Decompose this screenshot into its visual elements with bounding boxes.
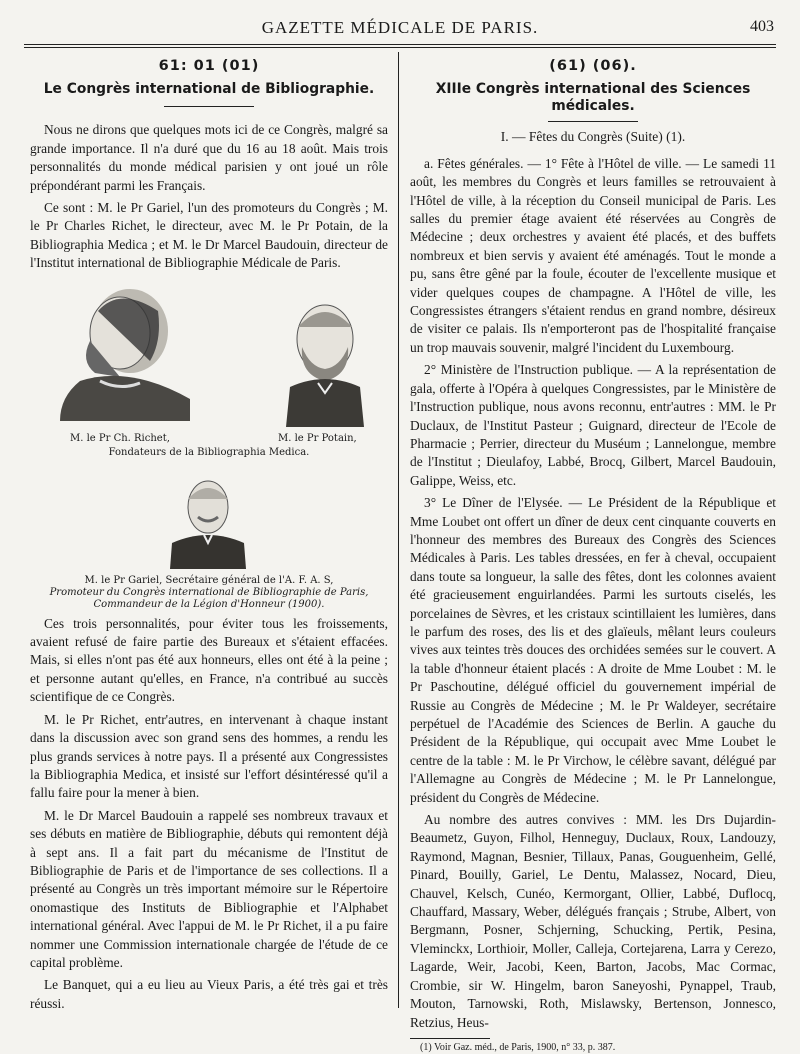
page-number: 403 — [750, 18, 774, 35]
caption-potain: M. le Pr Potain, — [278, 432, 357, 444]
page-header — [24, 16, 776, 46]
paragraph: a. Fêtes générales. — 1° Fête à l'Hôtel de ville. — Le samedi 11 août, les membres du Congrès et leurs familles se retrouvaient à l'Hôtel de ville, à la réception du Conseil municipal de Paris. Les salles du premier étage avaient été réservées au Congrès de Médecine ; deux orchestres y avaient été placés, et des buffets nombreux et bien servis y avaient été aménagés. Tout le monde a pu, sans être gêné par la foule, écouter de l'excellente musique et vider quelques coupes de champagne. A l'Hôtel de ville, les Congressistes étrangers s'étaient rendus en grand nombre, désireux de visiter ce palais. Ils n'emporteront pas de l'hospitalité française un trop mauvais souvenir, malgré l'incident du Luxembourg. — [410, 155, 776, 355]
caption-gariel-3: Commandeur de la Légion d'Honneur (1900). — [93, 598, 325, 610]
right-column — [410, 55, 776, 1054]
portraits-figure — [30, 277, 388, 610]
header-rule-double — [24, 47, 776, 48]
article-code: (61) (06). — [549, 58, 637, 74]
column-divider — [398, 52, 399, 1008]
portrait-gariel — [168, 473, 248, 569]
title-rule — [164, 106, 254, 107]
paragraph: Ces trois personnalités, pour éviter tous les froissements, avaient refusé de faire partie des Bureaux et s'étaient effacées. Mais, si elles n'ont pas été aux honneurs, elles ont été à la peine ; et personne autant qu'elles, en France, n'a contribué au succès scientifique de ce Congrès. — [30, 615, 388, 705]
caption-richet: M. le Pr Ch. Richet, — [70, 432, 170, 444]
paragraph: Nous ne dirons que quelques mots ici de ce Congrès, malgré sa grande importance. Il n'a duré que du 16 au 18 août. Mais trois personnalités du monde médical parisien y ont joué un rôle prépondérant parmi les Français. — [30, 122, 388, 193]
article-code: 61: 01 (01) — [158, 58, 260, 74]
portrait-potain — [280, 297, 370, 427]
left-column — [30, 55, 388, 1017]
article-title: Le Congrès international de Bibliographie. — [43, 81, 375, 98]
paragraph: 3° Le Dîner de l'Elysée. — Le Président de la République et Mme Loubet ont offert un dîner de deux cent cinquante couverts en l'honneur des membres des Bureaux des Congrès des Sciences Médicales à Paris. Les tables dressées, en fer à cheval, occupaient dans toute sa longueur, la salle des fêtes, dont les colonnes avaient été gracieusement enguirlandées. Parmi les surtouts ciselés, les porcelaines de Sèvres, et les cristaux scintillaient les lumières, dans le parfum des roses, des lis et des glaïeuls, mêlant leurs couleurs vives aux teintes très douces des orchidées semées sur le couvert. A la table d'honneur étaient placés : A droite de Mme Loubet : M. le Pr Paschoutine, délégué officiel du gouvernement impérial de Russie au Congrès de Médecine ; M. le Pr Waldeyer, secrétaire perpétuel de l'Académie des Sciences de Berlin. A gauche du Président de la République, qui occupait avec Mme Loubet le centre de la table : M. le Pr Virchow, le célèbre savant, délégué par l'Allemagne au Congrès de Médecine ; M. le Pr Lannelongue, président du Congrès de Médecine. — [410, 495, 776, 805]
paragraph: M. le Pr Richet, entr'autres, en intervenant à chaque instant dans la discussion avec son grand sens des hommes, a rendu les plus grands services à notre pays. Il a présenté aux Congressistes la Bibliographia Medica, et insisté sur l'effort désintéressé qu'il a fallu faire pour la mener à bien. — [30, 711, 388, 801]
footnote-rule — [410, 1038, 490, 1039]
paragraph: 2° Ministère de l'Instruction publique. — A la représentation de gala, offerte à l'Opéra à quelques Congressistes, par le Ministère de l'Instruction publique, nous avons reconnu, entr'autres : MM. le Pr Duclaux, de l'Institut Pasteur ; Guignard, directeur de l'Ecole de Pharmacie ; Perrier, directeur du Muséum ; Lannelongue, membre de l'Institut ; Dieulafoy, Labbé, Brocq, Gilbert, Marcel Baudouin, Galippe, Weiss, etc. — [410, 362, 776, 488]
paragraph: Au nombre des autres convives : MM. les Drs Dujardin-Beaumetz, Guyon, Filhol, Henneguy, Duclaux, Roux, Landouzy, Raymond, Magnan, Besnier, Tillaux, Panas, Gouguenheim, Gellé, Pinard, Bouilly, Gariel, Le Dentu, Malassez, Nocard, Dieu, Chauvel, Kelsch, Cunéo, Kermorgant, Ollier, Labbé, Duflocq, Chauffard, Massary, Weber, délégués français ; Strube, Albert, von Bergmann, Posner, Schjerning, Schucking, Pertik, Pesina, Vleminckx, Lorthioir, Moller, Calleja, Cortejarena, Larra y Cerezo, Lagarde, Weir, Jacobi, Keen, Barton, Jacobs, Mac Cormac, Crombie, sir W. Hingelm, baron Saneyoshi, Pynappel, Traub, Mouton, Tarnowski, Roth, Mislawsky, Bertenson, Jonnesco, Retzius, Heus- — [410, 812, 776, 1030]
journal-title: GAZETTE MÉDICALE DE PARIS. — [261, 18, 539, 37]
paragraph: Ce sont : M. le Pr Gariel, l'un des promoteurs du Congrès ; M. le Pr Charles Richet, le directeur, avec M. le Pr Potain, de la Bibliographia Medica ; et M. le Dr Marcel Baudouin, directeur de l'Institut international de Bibliographie Médicale de Paris. — [30, 200, 388, 271]
caption-gariel-1: M. le Pr Gariel, Secrétaire général de l'A. F. A. S, — [84, 574, 334, 586]
title-rule — [548, 121, 638, 122]
article-title: XIIIe Congrès international des Sciences médicales. — [435, 81, 751, 115]
portrait-richet — [50, 281, 200, 421]
paragraph: M. le Dr Marcel Baudouin a rappelé ses nombreux travaux et ses débuts en matière de Bibliographie, débuts qui remontent déjà à sept ans. Il a fait part du mécanisme de l'Institut de Bibliographie de Paris et de l'importance de ses collections. Il a présenté au Congrès un très important mémoire sur le Répertoire onomastique des Instituts de Bibliographie et l'Alphabet international général. Avec l'appui de M. le Pr Richet, il a pu faire nommer une Commission internationale chargée de l'étude de ce capital problème. — [30, 807, 388, 970]
header-rule — [24, 44, 776, 45]
caption-fondateurs: Fondateurs de la Bibliographia Medica. — [108, 446, 310, 458]
footnote: (1) Voir Gaz. méd., de Paris, 1900, n° 33, p. 387. — [420, 1041, 616, 1053]
caption-gariel-2: Promoteur du Congrès international de Bibliographie de Paris, — [49, 586, 369, 598]
paragraph: Le Banquet, qui a eu lieu au Vieux Paris, a été très gai et très réussi. — [30, 977, 388, 1011]
section-subheading: I. — Fêtes du Congrès (Suite) (1). — [500, 129, 686, 145]
